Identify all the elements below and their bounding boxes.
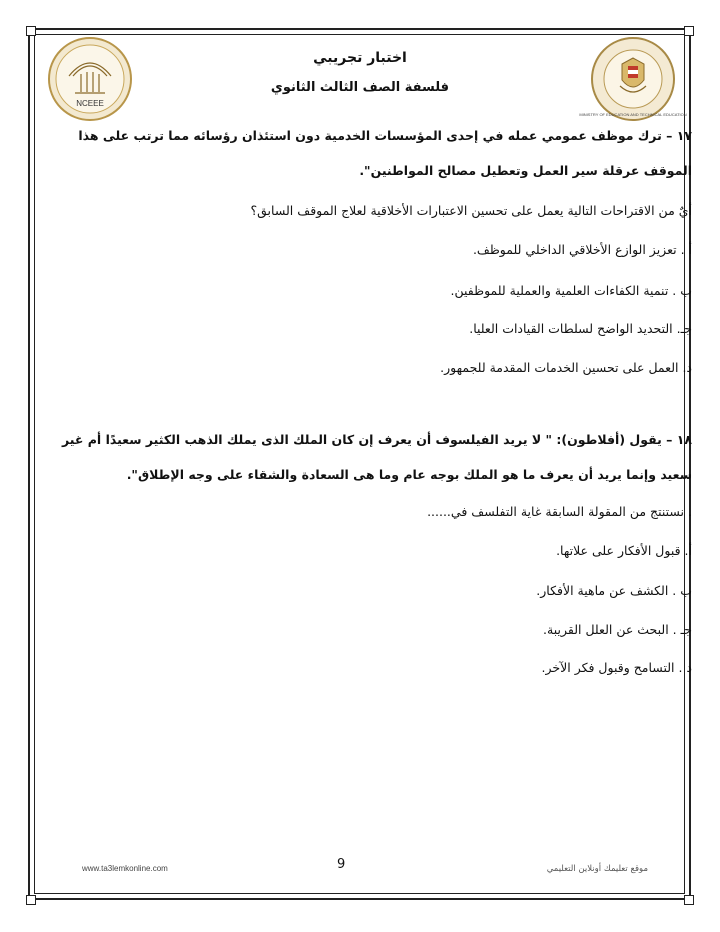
- question-17-option-c: جـ. التحديد الواضح لسلطات القيادات العليا.: [469, 321, 692, 336]
- question-17-stem-line-2: الموقف عرقلة سير العمل وتعطيل مصالح المواطنين".: [359, 163, 692, 178]
- question-17-option-a: أ . تعزيز الوازع الأخلاقي الداخلي للموظف.: [472, 242, 692, 257]
- question-18-option-a: أ. قبول الأفكار على علاتها.: [556, 543, 692, 558]
- border-corner: [26, 26, 36, 36]
- nceee-logo: [47, 36, 133, 122]
- question-18-option-d: د . التسامح وقبول فكر الآخر.: [541, 660, 692, 675]
- footer-website-link[interactable]: www.ta3lemkonline.com: [82, 864, 168, 873]
- exam-title: اختبار تجريبي: [313, 50, 407, 66]
- exam-subtitle: فلسفة الصف الثالث الثانوي: [270, 80, 450, 95]
- question-17-prompt: أيٌ من الاقتراحات التالية يعمل على تحسين الاعتبارات الأخلاقية لعلاج الموقف السابق؟: [250, 203, 692, 218]
- ministry-logo: [579, 36, 687, 122]
- border-corner: [684, 895, 694, 905]
- border-corner: [26, 895, 36, 905]
- question-18-stem-line-2: سعيد وإنما يريد أن يعرف ما هو الملك بوجه عام وما هى السعادة والشقاء على وجه الإطلاق".: [126, 467, 692, 482]
- question-18-option-b: ب . الكشف عن ماهية الأفكار.: [536, 583, 692, 598]
- svg-text:NCEEE: NCEEE: [76, 99, 104, 108]
- question-18-option-c: جـ . البحث عن العلل القريبة.: [543, 622, 692, 637]
- question-18-stem-line-1: ١٨ – يقول (أفلاطون): " لا يريد الفيلسوف أن يعرف إن كان الملك الذى يملك الذهب الكثير سعيدًا أم غير: [62, 432, 692, 447]
- svg-text:MINISTRY OF EDUCATION AND TECH: MINISTRY OF EDUCATION AND TECHNICAL EDUCATION: [579, 112, 687, 117]
- page-number: 9: [337, 857, 346, 872]
- question-17-stem-line-1: ١٧ – ترك موظف عمومي عمله في إحدى المؤسسات الخدمية دون استئذان رؤسائه مما ترتب على هذا: [78, 128, 692, 143]
- question-17-option-b: ب . تنمية الكفاءات العلمية والعملية للموظفين.: [450, 283, 692, 298]
- footer-site-name: موقع تعليمك أونلاين التعليمي: [546, 864, 648, 874]
- border-corner: [684, 26, 694, 36]
- question-18-prompt: . نستنتج من المقولة السابقة غاية التفلسف في......: [427, 504, 692, 519]
- question-17-option-d: د. العمل على تحسين الخدمات المقدمة للجمهور.: [440, 360, 692, 375]
